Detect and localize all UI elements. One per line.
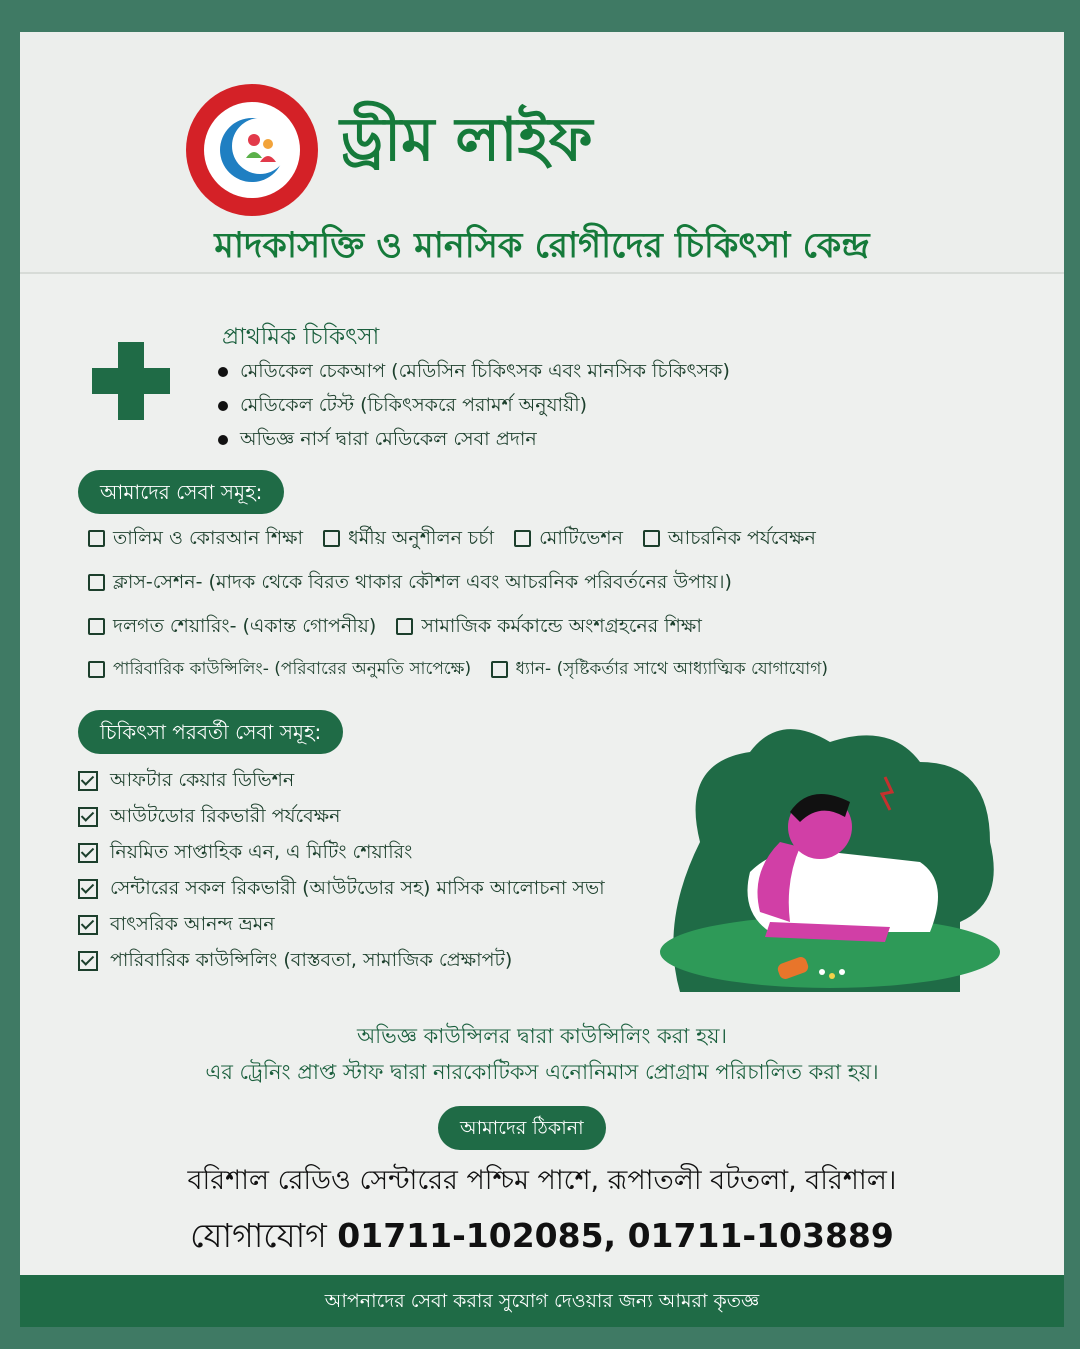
contact-label: যোগাযোগ [190,1216,327,1255]
medical-cross-icon [92,342,170,420]
checked-box-icon [78,807,98,827]
services-row-1: তালিম ও কোরআন শিক্ষা ধর্মীয় অনুশীলন চর্চা মোটিভেশন আচরনিক পর্যবেক্ষন [88,524,830,556]
checked-box-icon [78,771,98,791]
flyer-card [20,32,1064,1327]
after-care-list [78,762,605,978]
logo [186,84,318,216]
address-text: বরিশাল রেডিও সেন্টারের পশ্চিম পাশে, রূপাতলী বটতলা, বরিশাল। [187,1165,897,1196]
footer-banner: আপনাদের সেবা করার সুযোগ দেওয়ার জন্য আমরা কৃতজ্ঞ [20,1275,1064,1327]
crescent-people-icon [204,102,300,198]
list-item: সেন্টারের সকল রিকভারী (আউটডোর সহ) মাসিক আলোচনা সভা [78,870,605,906]
list-item: মেডিকেল টেস্ট (চিকিৎসকরে পরামর্শ অনুযায়ী) [218,388,730,422]
header [20,32,1064,274]
primary-care-title: প্রাথমিক চিকিৎসা [222,324,380,350]
checked-box-icon [78,879,98,899]
list-item: পারিবারিক কাউন্সিলিং (বাস্তবতা, সামাজিক প্রেক্ষাপট) [78,942,605,978]
brand-title: ড্রীম লাইফ [340,105,593,175]
logo-emblem [204,102,300,198]
list-item: আউটডোর রিকভারী পর্যবেক্ষন [78,798,605,834]
address-heading: আমাদের ঠিকানা [438,1106,606,1150]
checkbox-icon [88,661,105,678]
checked-box-icon [78,843,98,863]
list-item: মেডিকেল চেকআপ (মেডিসিন চিকিৎসক এবং মানসিক চিকিৎসক) [218,354,730,388]
checkbox-icon [491,661,508,678]
contact-line [20,1210,1064,1266]
stressed-person-illustration [660,722,1000,992]
services-row-4: পারিবারিক কাউন্সিলিং- (পরিবারের অনুমতি সাপেক্ষে) ধ্যান- (সৃষ্টিকর্তার সাথে আধ্যাত্মিক যোগাযোগ) [88,656,842,684]
phone-numbers: 01711-102085, 01711-103889 [337,1216,894,1255]
checkbox-icon [88,574,105,591]
checkbox-icon [323,530,340,547]
list-item: বাৎসরিক আনন্দ ভ্রমন [78,906,605,942]
checkbox-icon [88,530,105,547]
services-row-2: ক্লাস-সেশন- (মাদক থেকে বিরত থাকার কৌশল এবং আচরনিক পরিবর্তনের উপায়।) [88,568,746,600]
after-care-heading: চিকিৎসা পরবর্তী সেবা সমূহ: [78,710,343,754]
checkbox-icon [88,618,105,635]
checkbox-icon [514,530,531,547]
primary-care-list [218,354,730,456]
center-subtitle: মাদকাসক্তি ও মানসিক রোগীদের চিকিৎসা কেন্দ্র [214,226,870,266]
checked-box-icon [78,915,98,935]
list-item: নিয়মিত সাপ্তাহিক এন, এ মিটিং শেয়ারিং [78,834,605,870]
services-row-3: দলগত শেয়ারিং- (একান্ত গোপনীয়) সামাজিক কর্মকান্ডে অংশগ্রহনের শিক্ষা [88,612,716,644]
program-note: এর ট্রেনিং প্রাপ্ত স্টাফ দ্বারা নারকোটিকস এনোনিমাস প্রোগ্রাম পরিচালিত করা হয়। [205,1060,879,1084]
list-item: অভিজ্ঞ নার্স দ্বারা মেডিকেল সেবা প্রদান [218,422,730,456]
checkbox-icon [396,618,413,635]
checkbox-icon [643,530,660,547]
counseling-note: অভিজ্ঞ কাউন্সিলর দ্বারা কাউন্সিলিং করা হয়। [356,1024,727,1048]
services-heading: আমাদের সেবা সমূহ: [78,470,284,514]
list-item: আফটার কেয়ার ডিভিশন [78,762,605,798]
checked-box-icon [78,951,98,971]
